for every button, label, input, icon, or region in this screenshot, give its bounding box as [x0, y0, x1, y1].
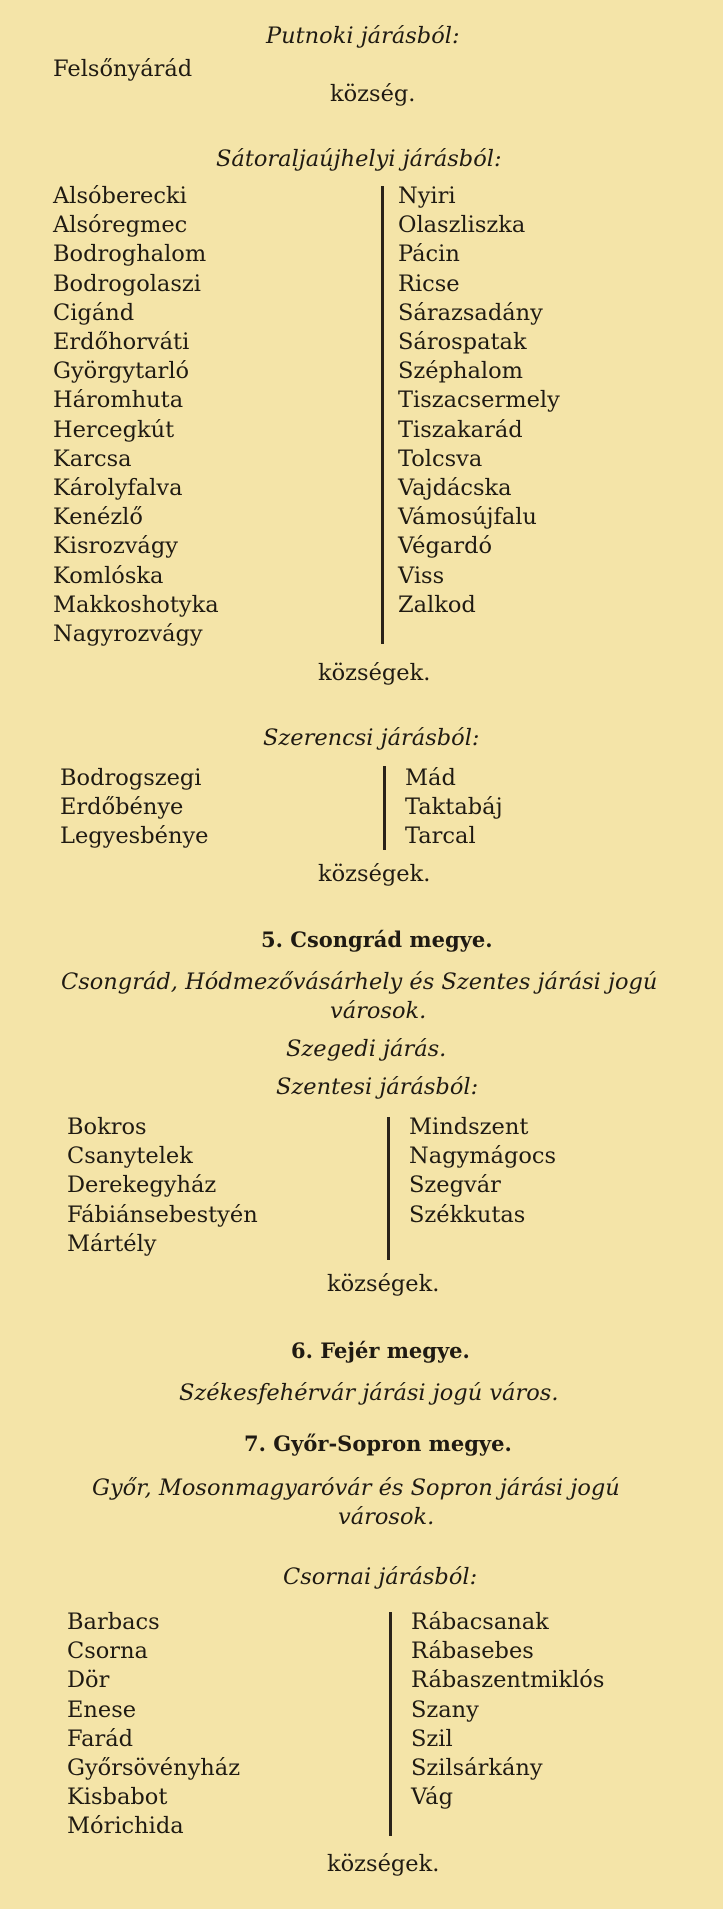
list-item: Mád	[405, 765, 456, 791]
column-divider	[381, 186, 384, 644]
list-item: Háromhuta	[53, 387, 184, 414]
list-item: Fábiánsebestyén	[67, 1201, 258, 1228]
szerencs-right-list	[405, 764, 503, 852]
list-item: Felsőnyárád	[53, 56, 193, 82]
list-item: Zalkod	[398, 591, 476, 618]
gyor-title: 7. Győr-Sopron megye.	[244, 1431, 512, 1456]
list-item: Legyesbénye	[60, 823, 209, 850]
list-item: Alsóberecki	[53, 183, 187, 209]
list-item: Komlóska	[53, 562, 164, 589]
list-item: Tarcal	[405, 823, 476, 850]
csongrad-district: Szegedi járás.	[286, 1036, 447, 1062]
list-item: Szil	[411, 1725, 453, 1752]
csongrad-left-list	[67, 1113, 258, 1259]
szerencs-footer: községek.	[318, 861, 431, 887]
list-item: Rábacsanak	[411, 1609, 549, 1635]
list-item: Olaszliszka	[398, 212, 526, 239]
satoraljaujhely-footer: községek.	[318, 660, 431, 686]
szerencs-heading: Szerencsi járásból:	[263, 725, 480, 751]
satoraljaujhely-right-list	[398, 182, 560, 620]
list-item: Kisrozvágy	[53, 533, 178, 560]
list-item: Barbacs	[67, 1609, 160, 1635]
szerencs-left-list	[60, 764, 208, 852]
gyor-left-list	[67, 1608, 240, 1842]
list-item: Győrsövényház	[67, 1755, 241, 1782]
list-item: Csanytelek	[67, 1143, 193, 1170]
list-item: Tiszakarád	[398, 416, 523, 443]
csongrad-title: 5. Csongrád megye.	[261, 927, 493, 952]
gyor-right-list	[411, 1608, 604, 1812]
putnok-heading: Putnoki járásból:	[266, 23, 460, 49]
csongrad-cities-line2: városok.	[330, 998, 427, 1024]
list-item: Pácin	[398, 241, 460, 268]
putnok-left-list	[53, 55, 192, 84]
list-item: Ricse	[398, 270, 460, 297]
gyor-footer: községek.	[327, 1851, 440, 1877]
satoraljaujhely-left-list	[53, 182, 219, 649]
list-item: Farád	[67, 1725, 134, 1752]
gyor-cities-line1: Győr, Mosonmagyaróvár és Sopron járási jogú	[92, 1475, 620, 1501]
list-item: Mindszent	[409, 1114, 529, 1140]
list-item: Bokros	[67, 1114, 147, 1140]
column-divider	[387, 1117, 390, 1260]
list-item: Bodrogszegi	[60, 765, 202, 791]
list-item: Györgytarló	[53, 358, 190, 385]
list-item: Cigánd	[53, 299, 135, 326]
list-item: Vajdácska	[398, 475, 512, 502]
list-item: Széphalom	[398, 358, 523, 385]
column-divider	[383, 766, 386, 850]
list-item: Mórichida	[67, 1813, 184, 1840]
list-item: Nagyrozvágy	[53, 621, 203, 648]
list-item: Bodroghalom	[53, 241, 207, 268]
list-item: Dör	[67, 1667, 110, 1694]
list-item: Szany	[411, 1696, 479, 1723]
list-item: Kisbabot	[67, 1784, 168, 1811]
list-item: Sárospatak	[398, 329, 527, 356]
csongrad-footer: községek.	[327, 1271, 440, 1297]
list-item: Csorna	[67, 1638, 148, 1665]
csongrad-heading: Szentesi járásból:	[276, 1074, 479, 1100]
list-item: Sárazsadány	[398, 299, 543, 326]
satoraljaujhely-heading: Sátoraljaújhelyi járásból:	[216, 146, 502, 172]
list-item: Károlyfalva	[53, 475, 183, 502]
list-item: Rábaszentmiklós	[411, 1667, 605, 1694]
list-item: Tiszacsermely	[398, 387, 560, 414]
list-item: Szegvár	[409, 1172, 501, 1199]
csongrad-cities-line1: Csongrád, Hódmezővásárhely és Szentes járási jogú	[61, 969, 658, 995]
list-item: Karcsa	[53, 445, 132, 472]
list-item: Makkoshotyka	[53, 591, 219, 618]
list-item: Taktabáj	[405, 794, 503, 821]
list-item: Szilsárkány	[411, 1755, 543, 1782]
list-item: Bodrogolaszi	[53, 270, 201, 297]
column-divider	[389, 1612, 392, 1836]
csongrad-right-list	[409, 1113, 556, 1230]
list-item: Vág	[411, 1784, 454, 1811]
list-item: Székkutas	[409, 1201, 526, 1228]
list-item: Rábasebes	[411, 1638, 534, 1665]
list-item: Enese	[67, 1696, 137, 1723]
list-item: Erdőbénye	[60, 794, 184, 821]
gyor-cities-line2: városok.	[338, 1504, 435, 1530]
putnok-footer: község.	[330, 81, 416, 107]
list-item: Kenézlő	[53, 504, 143, 531]
list-item: Viss	[398, 562, 445, 589]
list-item: Derekegyház	[67, 1172, 217, 1199]
fejer-city: Székesfehérvár járási jogú város.	[179, 1380, 559, 1406]
gyor-heading: Csornai járásból:	[283, 1564, 478, 1590]
list-item: Tolcsva	[398, 445, 483, 472]
list-item: Nagymágocs	[409, 1143, 557, 1170]
list-item: Mártély	[67, 1230, 157, 1257]
list-item: Alsóregmec	[53, 212, 188, 239]
list-item: Nyiri	[398, 183, 456, 209]
list-item: Végardó	[398, 533, 493, 560]
list-item: Hercegkút	[53, 416, 175, 443]
fejer-title: 6. Fejér megye.	[291, 1338, 470, 1363]
list-item: Erdőhorváti	[53, 329, 190, 356]
list-item: Vámosújfalu	[398, 504, 537, 531]
